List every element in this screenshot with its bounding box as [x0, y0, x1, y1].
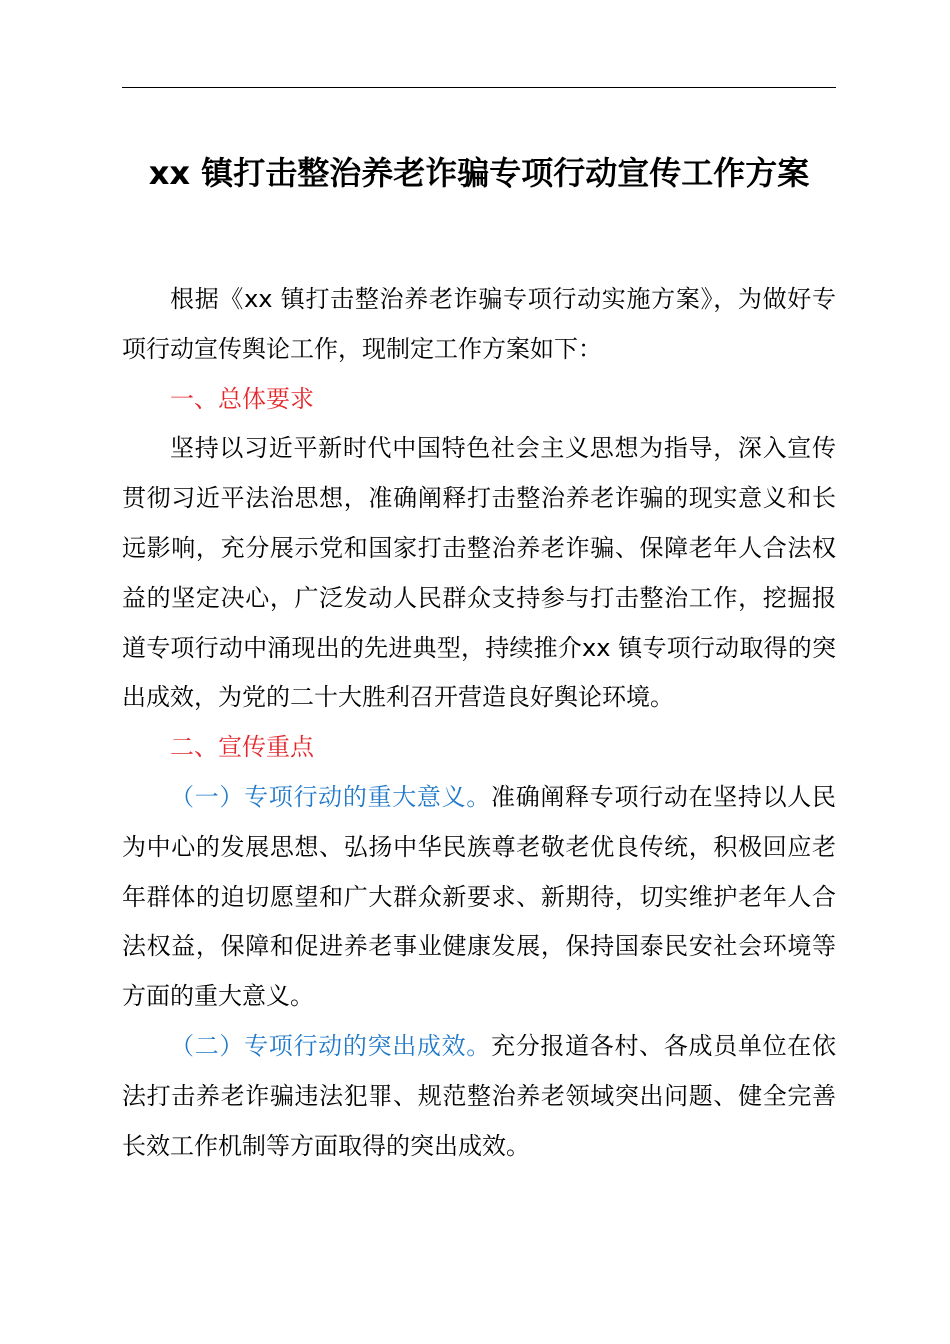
achievements-label: （二）专项行动的突出成效。	[170, 1031, 491, 1060]
achievements-paragraph	[122, 1022, 836, 1171]
section-heading-publicity-focus: 二、宣传重点	[170, 733, 314, 762]
general-requirements-paragraph: 坚持以习近平新时代中国特色社会主义思想为指导，深入宣传贯彻习近平法治思想，准确阐释打击整治养老诈骗的现实意义和长远影响，充分展示党和国家打击整治养老诈骗、保障老年人合法权益的坚定决心，广泛发动人民群众支持参与打击整治工作，挖掘报道专项行动中涌现出的先进典型，持续推介xx 镇专项行动取得的突出成效，为党的二十大胜利召开营造良好舆论环境。	[122, 434, 836, 712]
significance-text: 准确阐释专项行动在坚持以人民为中心的发展思想、弘扬中华民族尊老敬老优良传统，积极回应老年群体的迫切愿望和广大群众新要求、新期待，切实维护老年人合法权益，保障和促进养老事业健康发展，保持国泰民安社会环境等方面的重大意义。	[122, 782, 836, 1011]
significance-paragraph	[122, 773, 836, 1022]
document-title: xx 镇打击整治养老诈骗专项行动宣传工作方案	[148, 154, 810, 192]
significance-label: （一）专项行动的重大意义。	[170, 782, 491, 811]
header-rule	[122, 87, 836, 88]
achievements-text: 充分报道各村、各成员单位在依法打击养老诈骗违法犯罪、规范整治养老领域突出问题、健全完善长效工作机制等方面取得的突出成效。	[122, 1031, 836, 1160]
document-body	[122, 275, 836, 1171]
section-heading-general-requirements: 一、总体要求	[170, 384, 314, 413]
intro-paragraph: 根据《xx 镇打击整治养老诈骗专项行动实施方案》，为做好专项行动宣传舆论工作，现制定工作方案如下：	[122, 285, 836, 363]
